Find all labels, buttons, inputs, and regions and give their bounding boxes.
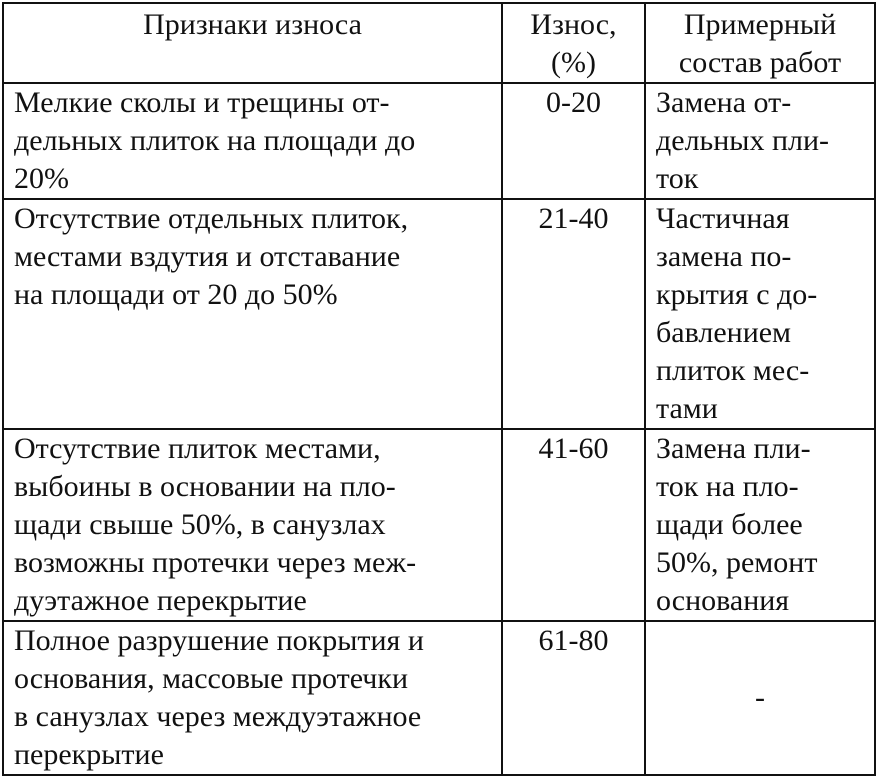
row-4-works: - xyxy=(645,621,875,775)
row-1-signs: Мелкие сколы и трещины от- дельных плиток на площади до 20% xyxy=(3,83,502,199)
header-row xyxy=(3,3,875,83)
row-3-wear: 41-60 xyxy=(502,429,645,621)
row-2-works: Частичная замена по- крытия с до- бавлением плиток мес- тами xyxy=(645,199,875,429)
table-row xyxy=(3,429,875,621)
row-2-wear: 21-40 xyxy=(502,199,645,429)
table-row xyxy=(3,83,875,199)
header-signs: Признаки износа xyxy=(3,3,502,83)
row-4-signs: Полное разрушение покрытия и основания, массовые протечки в санузлах через междуэтажное перекрытие xyxy=(3,621,502,775)
wear-table xyxy=(2,2,876,776)
row-1-works: Замена от- дельных пли- ток xyxy=(645,83,875,199)
row-2-signs: Отсутствие отдельных плиток, местами вздутия и отставание на площади от 20 до 50% xyxy=(3,199,502,429)
row-4-wear: 61-80 xyxy=(502,621,645,775)
table-row xyxy=(3,199,875,429)
header-wear-percent: Износ, (%) xyxy=(502,3,645,83)
row-1-wear: 0-20 xyxy=(502,83,645,199)
header-works: Примерный состав работ xyxy=(645,3,875,83)
row-3-works: Замена пли- ток на пло- щади более 50%, ремонт основания xyxy=(645,429,875,621)
row-3-signs: Отсутствие плиток местами, выбоины в основании на пло- щади свыше 50%, в санузлах возможны протечки через меж- дуэтажное перекрытие xyxy=(3,429,502,621)
table-row xyxy=(3,621,875,775)
